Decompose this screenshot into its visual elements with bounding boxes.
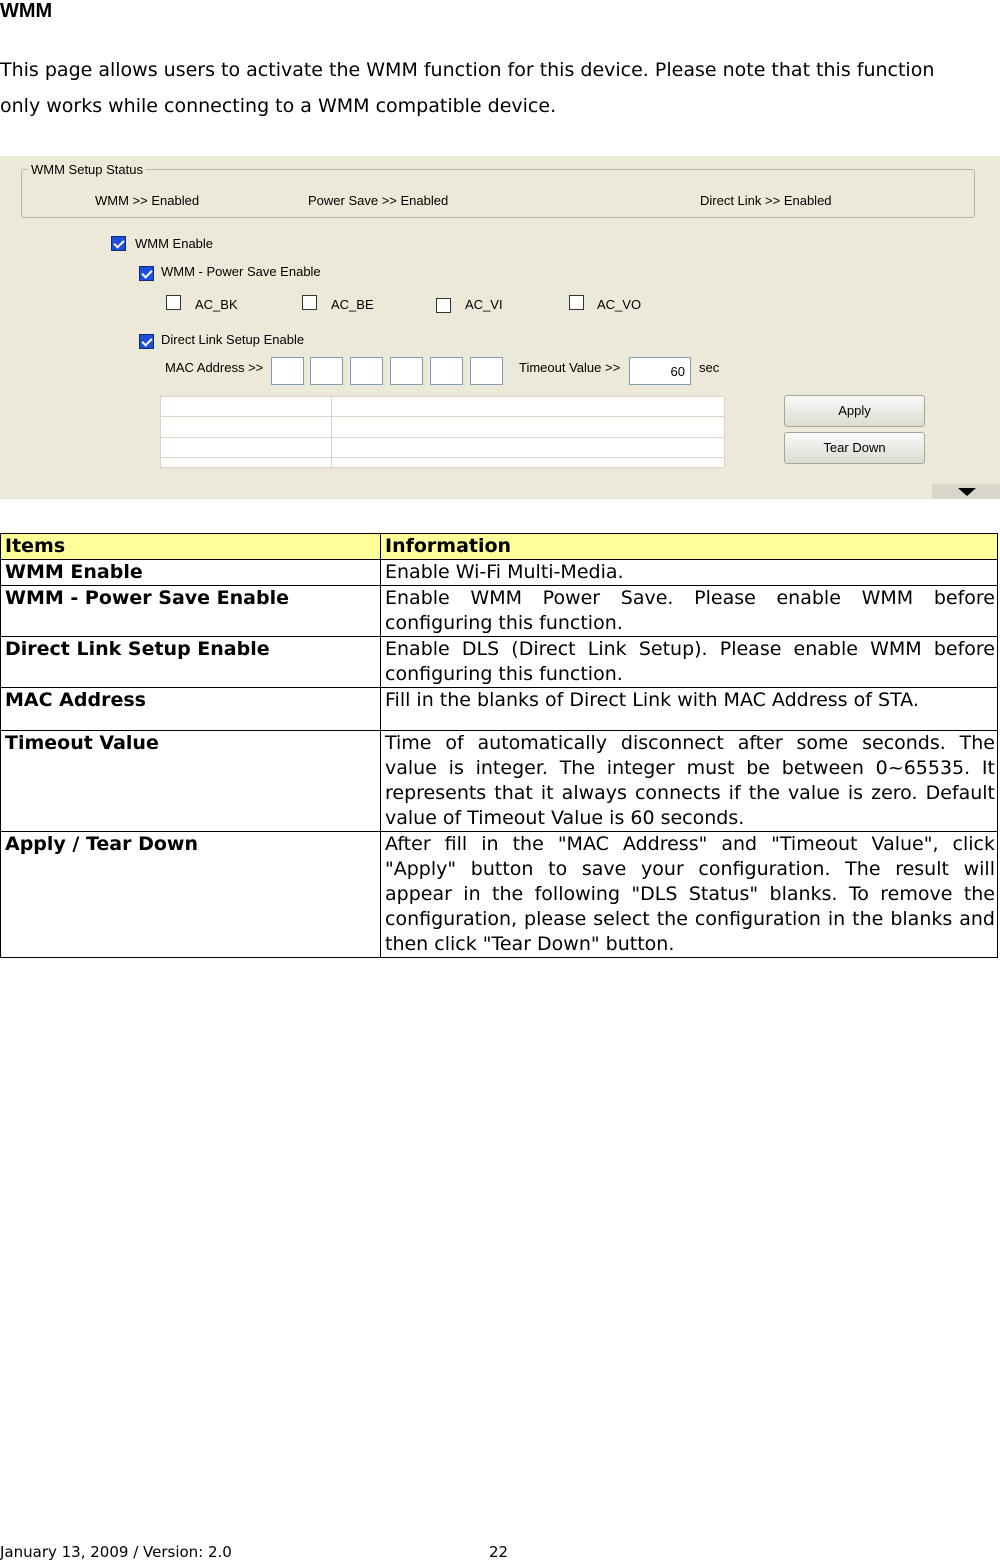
page-number: 22 xyxy=(489,1543,509,1561)
information-header: Information xyxy=(381,534,998,560)
ac-bk-label: AC_BK xyxy=(195,297,238,312)
power-save-enable-label: WMM - Power Save Enable xyxy=(161,264,321,279)
dls-row-divider xyxy=(161,437,724,438)
intro-line-2: only works while connecting to a WMM compatible device. xyxy=(0,95,557,117)
dls-row-divider xyxy=(161,416,724,417)
mac-octet-6-input[interactable] xyxy=(470,357,503,385)
mac-octet-4-input[interactable] xyxy=(390,357,423,385)
dls-status-list[interactable] xyxy=(160,396,725,468)
dls-enable-checkbox[interactable] xyxy=(139,334,154,349)
group-title: WMM Setup Status xyxy=(28,162,146,177)
info-cell: After fill in the "MAC Address" and "Timeout Value", click "Apply" button to save your configuration. The result will appear in the following "DLS Status" blanks. To remove the configuration, please select the configuration in the blanks and then click "Tear Down" button. xyxy=(381,832,998,958)
apply-button[interactable]: Apply xyxy=(784,395,925,427)
mac-octet-3-input[interactable] xyxy=(350,357,383,385)
timeout-input[interactable]: 60 xyxy=(629,357,691,385)
table-header-row xyxy=(1,534,998,560)
item-cell: Direct Link Setup Enable xyxy=(1,637,381,688)
page-footer xyxy=(0,1543,509,1561)
mac-address-label: MAC Address >> xyxy=(165,360,264,375)
table-row xyxy=(1,688,998,731)
wmm-setup-screenshot xyxy=(0,156,1000,499)
item-cell: WMM - Power Save Enable xyxy=(1,586,381,637)
ac-bk-checkbox[interactable] xyxy=(166,295,181,310)
wmm-enable-label: WMM Enable xyxy=(135,236,214,251)
ac-vi-checkbox[interactable] xyxy=(436,298,451,313)
info-cell: Enable Wi-Fi Multi-Media. xyxy=(381,560,998,586)
items-information-table xyxy=(0,533,998,958)
triangle-down-icon[interactable] xyxy=(932,484,1000,499)
wmm-enable-checkbox[interactable] xyxy=(111,236,126,251)
status-direct-link: Direct Link >> Enabled xyxy=(700,193,832,208)
item-cell: WMM Enable xyxy=(1,560,381,586)
ac-vo-label: AC_VO xyxy=(597,297,642,312)
intro-paragraph xyxy=(0,52,1000,124)
mac-octet-2-input[interactable] xyxy=(310,357,343,385)
dls-row-divider xyxy=(161,457,724,458)
table-row xyxy=(1,832,998,958)
power-save-enable-checkbox[interactable] xyxy=(139,266,154,281)
items-header: Items xyxy=(1,534,381,560)
item-cell: Apply / Tear Down xyxy=(1,832,381,958)
info-cell: Enable WMM Power Save. Please enable WMM before configuring this function. xyxy=(381,586,998,637)
mac-octet-5-input[interactable] xyxy=(430,357,463,385)
table-row xyxy=(1,731,998,832)
ac-be-label: AC_BE xyxy=(331,297,374,312)
table-row xyxy=(1,586,998,637)
timeout-unit: sec xyxy=(699,360,720,375)
footer-date-version: January 13, 2009 / Version: 2.0 xyxy=(0,1543,232,1561)
ac-be-checkbox[interactable] xyxy=(302,295,317,310)
dls-column-divider xyxy=(331,397,332,467)
mac-octet-1-input[interactable] xyxy=(271,357,304,385)
ac-vi-label: AC_VI xyxy=(465,297,503,312)
ac-vo-checkbox[interactable] xyxy=(569,295,584,310)
page-title: WMM xyxy=(0,0,53,22)
info-cell: Time of automatically disconnect after some seconds. The value is integer. The integer must be between 0~65535. It represents that it always connects if the value is zero. Default value of Timeout Value is 60 seconds. xyxy=(381,731,998,832)
timeout-label: Timeout Value >> xyxy=(519,360,621,375)
status-wmm: WMM >> Enabled xyxy=(95,193,200,208)
tear-down-button[interactable]: Tear Down xyxy=(784,432,925,464)
item-cell: MAC Address xyxy=(1,688,381,731)
info-cell: Enable DLS (Direct Link Setup). Please enable WMM before configuring this function. xyxy=(381,637,998,688)
item-cell: Timeout Value xyxy=(1,731,381,832)
dls-enable-label: Direct Link Setup Enable xyxy=(161,332,305,347)
table-row xyxy=(1,560,998,586)
table-row xyxy=(1,637,998,688)
intro-line-1: This page allows users to activate the WMM function for this device. Please note that this function xyxy=(0,59,935,81)
info-cell: Fill in the blanks of Direct Link with MAC Address of STA. xyxy=(381,688,998,731)
status-power-save: Power Save >> Enabled xyxy=(308,193,449,208)
